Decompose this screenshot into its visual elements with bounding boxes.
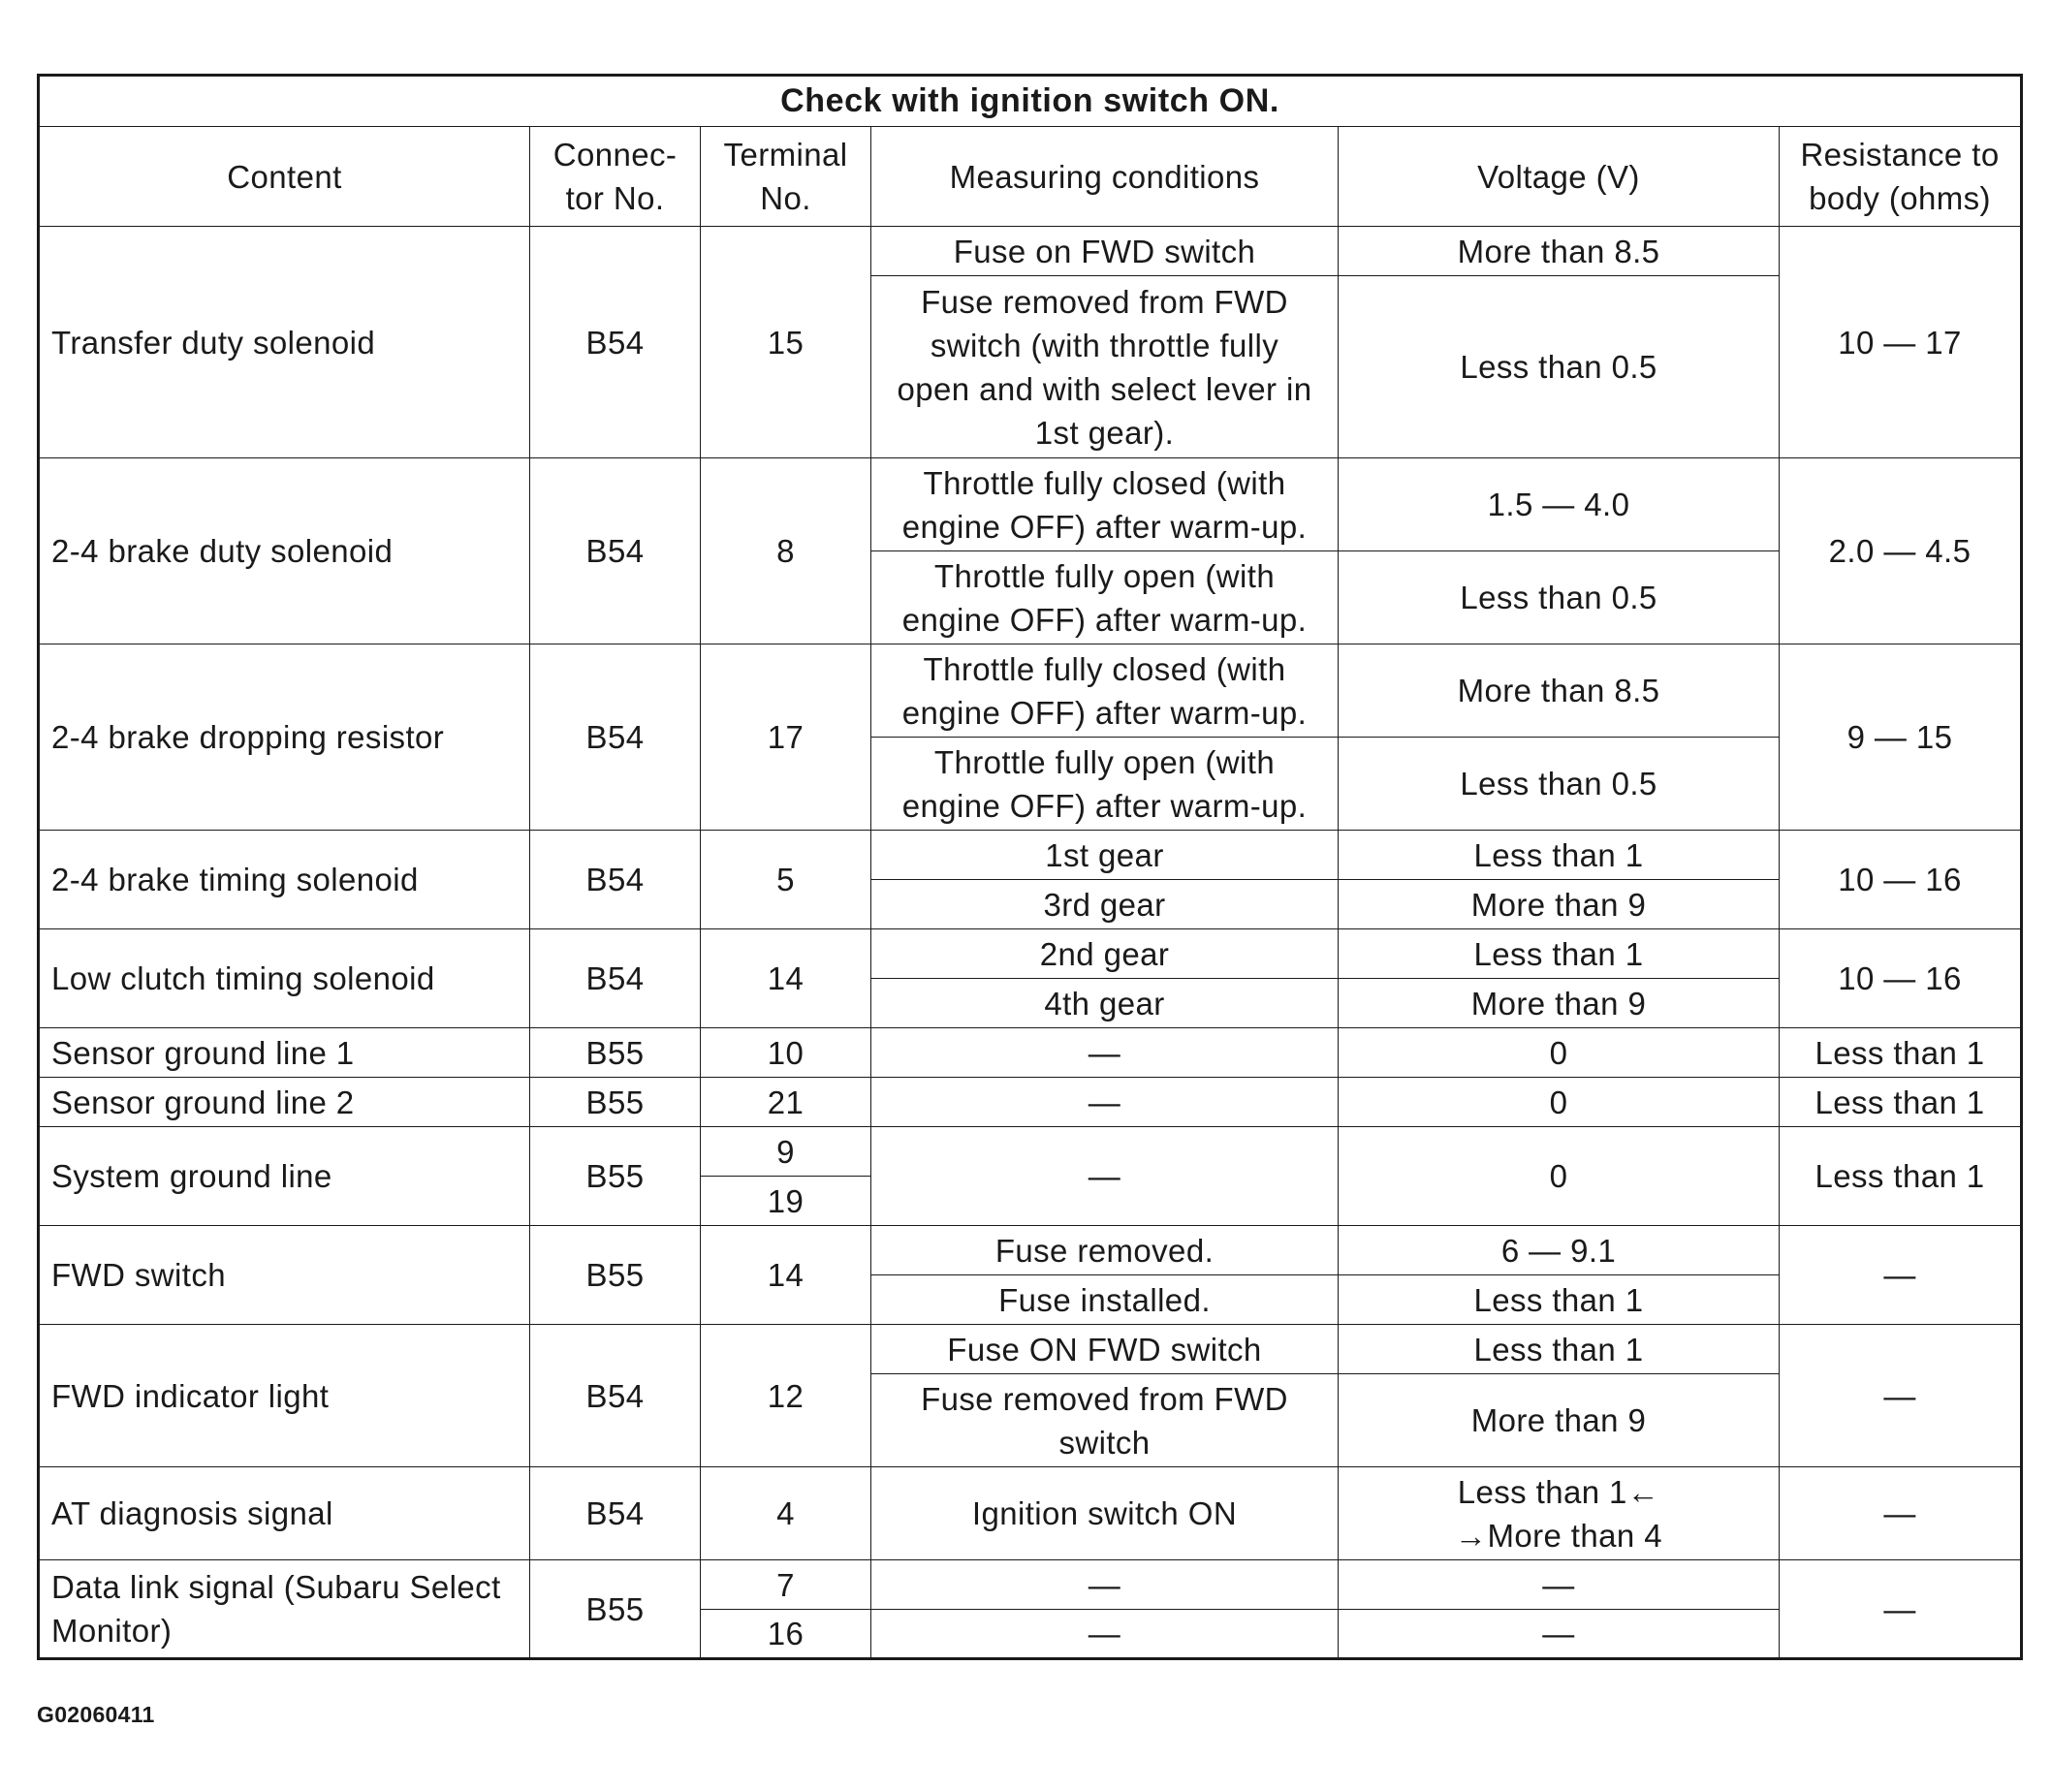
content-cell: FWD indicator light <box>39 1325 530 1467</box>
voltage-cell: 0 <box>1339 1028 1780 1078</box>
table-row <box>39 1226 2022 1275</box>
voltage-cell: More than 8.5 <box>1339 644 1780 738</box>
header-row <box>39 127 2022 227</box>
terminal-cell: 5 <box>701 831 871 929</box>
header-resistance: Resistance to body (ohms) <box>1780 127 2022 227</box>
voltage-cell: Less than 0.5 <box>1339 276 1780 458</box>
voltage-cell: Less than 1 <box>1339 929 1780 979</box>
terminal-cell: 7 <box>701 1560 871 1610</box>
content-cell: FWD switch <box>39 1226 530 1325</box>
content-cell: Sensor ground line 1 <box>39 1028 530 1078</box>
resistance-cell: Less than 1 <box>1780 1078 2022 1127</box>
terminal-cell: 17 <box>701 644 871 831</box>
condition-cell: — <box>871 1610 1339 1659</box>
resistance-cell: — <box>1780 1560 2022 1659</box>
condition-cell: Fuse installed. <box>871 1275 1339 1325</box>
content-cell: Low clutch timing solenoid <box>39 929 530 1028</box>
table-title-row <box>39 76 2022 127</box>
connector-cell: B54 <box>530 458 701 644</box>
voltage-cell: 1.5 — 4.0 <box>1339 458 1780 551</box>
table-row <box>39 644 2022 738</box>
condition-cell: Throttle fully open (with engine OFF) after warm-up. <box>871 738 1339 831</box>
condition-cell: Throttle fully open (with engine OFF) after warm-up. <box>871 551 1339 644</box>
connector-cell: B54 <box>530 227 701 458</box>
voltage-cell: Less than 1← →More than 4 <box>1339 1467 1780 1560</box>
connector-cell: B54 <box>530 831 701 929</box>
table-row <box>39 929 2022 979</box>
condition-cell: Fuse removed from FWD switch <box>871 1374 1339 1467</box>
terminal-cell: 9 <box>701 1127 871 1177</box>
resistance-cell: Less than 1 <box>1780 1028 2022 1078</box>
condition-cell: 1st gear <box>871 831 1339 880</box>
table-row <box>39 458 2022 551</box>
table-title: Check with ignition switch ON. <box>39 76 2022 127</box>
voltage-cell: More than 9 <box>1339 880 1780 929</box>
header-voltage: Voltage (V) <box>1339 127 1780 227</box>
table-row <box>39 1078 2022 1127</box>
connector-cell: B54 <box>530 929 701 1028</box>
header-connector: Connec- tor No. <box>530 127 701 227</box>
terminal-cell: 10 <box>701 1028 871 1078</box>
resistance-cell: — <box>1780 1467 2022 1560</box>
resistance-cell: 10 — 17 <box>1780 227 2022 458</box>
condition-cell: Throttle fully closed (with engine OFF) after warm-up. <box>871 458 1339 551</box>
voltage-cell: Less than 0.5 <box>1339 551 1780 644</box>
connector-cell: B55 <box>530 1127 701 1226</box>
terminal-cell: 12 <box>701 1325 871 1467</box>
table-row <box>39 1028 2022 1078</box>
ignition-check-table <box>37 74 2023 1660</box>
terminal-cell: 14 <box>701 1226 871 1325</box>
condition-cell: 2nd gear <box>871 929 1339 979</box>
terminal-cell: 21 <box>701 1078 871 1127</box>
terminal-cell: 14 <box>701 929 871 1028</box>
voltage-cell: 0 <box>1339 1127 1780 1226</box>
table-row <box>39 1560 2022 1610</box>
content-cell: System ground line <box>39 1127 530 1226</box>
connector-cell: B55 <box>530 1078 701 1127</box>
voltage-cell: 0 <box>1339 1078 1780 1127</box>
connector-cell: B55 <box>530 1028 701 1078</box>
header-terminal: Terminal No. <box>701 127 871 227</box>
header-content: Content <box>39 127 530 227</box>
voltage-cell: Less than 0.5 <box>1339 738 1780 831</box>
header-conditions: Measuring conditions <box>871 127 1339 227</box>
voltage-cell: Less than 1 <box>1339 1275 1780 1325</box>
connector-cell: B55 <box>530 1560 701 1659</box>
table-row <box>39 1325 2022 1374</box>
voltage-cell: 6 — 9.1 <box>1339 1226 1780 1275</box>
connector-cell: B54 <box>530 1467 701 1560</box>
connector-cell: B55 <box>530 1226 701 1325</box>
condition-cell: Fuse removed from FWD switch (with throttle fully open and with select lever in 1st gear). <box>871 276 1339 458</box>
resistance-cell: — <box>1780 1226 2022 1325</box>
condition-cell: Fuse on FWD switch <box>871 227 1339 276</box>
content-cell: AT diagnosis signal <box>39 1467 530 1560</box>
voltage-cell: Less than 1 <box>1339 831 1780 880</box>
content-cell: Data link signal (Subaru Select Monitor) <box>39 1560 530 1659</box>
condition-cell: — <box>871 1560 1339 1610</box>
table-row <box>39 1127 2022 1177</box>
resistance-cell: 10 — 16 <box>1780 929 2022 1028</box>
voltage-cell: More than 9 <box>1339 979 1780 1028</box>
terminal-cell: 16 <box>701 1610 871 1659</box>
content-cell: Sensor ground line 2 <box>39 1078 530 1127</box>
voltage-cell: More than 8.5 <box>1339 227 1780 276</box>
resistance-cell: 2.0 — 4.5 <box>1780 458 2022 644</box>
terminal-cell: 8 <box>701 458 871 644</box>
table-row <box>39 831 2022 880</box>
condition-cell: 4th gear <box>871 979 1339 1028</box>
content-cell: 2-4 brake duty solenoid <box>39 458 530 644</box>
voltage-cell: — <box>1339 1560 1780 1610</box>
terminal-cell: 4 <box>701 1467 871 1560</box>
condition-cell: Fuse ON FWD switch <box>871 1325 1339 1374</box>
table-row <box>39 227 2022 276</box>
condition-cell: 3rd gear <box>871 880 1339 929</box>
figure-code: G02060411 <box>37 1702 155 1727</box>
terminal-cell: 15 <box>701 227 871 458</box>
resistance-cell: 9 — 15 <box>1780 644 2022 831</box>
table-row <box>39 1467 2022 1560</box>
condition-cell: Fuse removed. <box>871 1226 1339 1275</box>
condition-cell: Throttle fully closed (with engine OFF) after warm-up. <box>871 644 1339 738</box>
resistance-cell: 10 — 16 <box>1780 831 2022 929</box>
condition-cell: — <box>871 1028 1339 1078</box>
terminal-cell: 19 <box>701 1177 871 1226</box>
condition-cell: — <box>871 1127 1339 1226</box>
content-cell: 2-4 brake dropping resistor <box>39 644 530 831</box>
condition-cell: Ignition switch ON <box>871 1467 1339 1560</box>
content-cell: 2-4 brake timing solenoid <box>39 831 530 929</box>
resistance-cell: — <box>1780 1325 2022 1467</box>
connector-cell: B54 <box>530 644 701 831</box>
voltage-cell: Less than 1 <box>1339 1325 1780 1374</box>
connector-cell: B54 <box>530 1325 701 1467</box>
resistance-cell: Less than 1 <box>1780 1127 2022 1226</box>
voltage-cell: More than 9 <box>1339 1374 1780 1467</box>
condition-cell: — <box>871 1078 1339 1127</box>
voltage-cell: — <box>1339 1610 1780 1659</box>
content-cell: Transfer duty solenoid <box>39 227 530 458</box>
